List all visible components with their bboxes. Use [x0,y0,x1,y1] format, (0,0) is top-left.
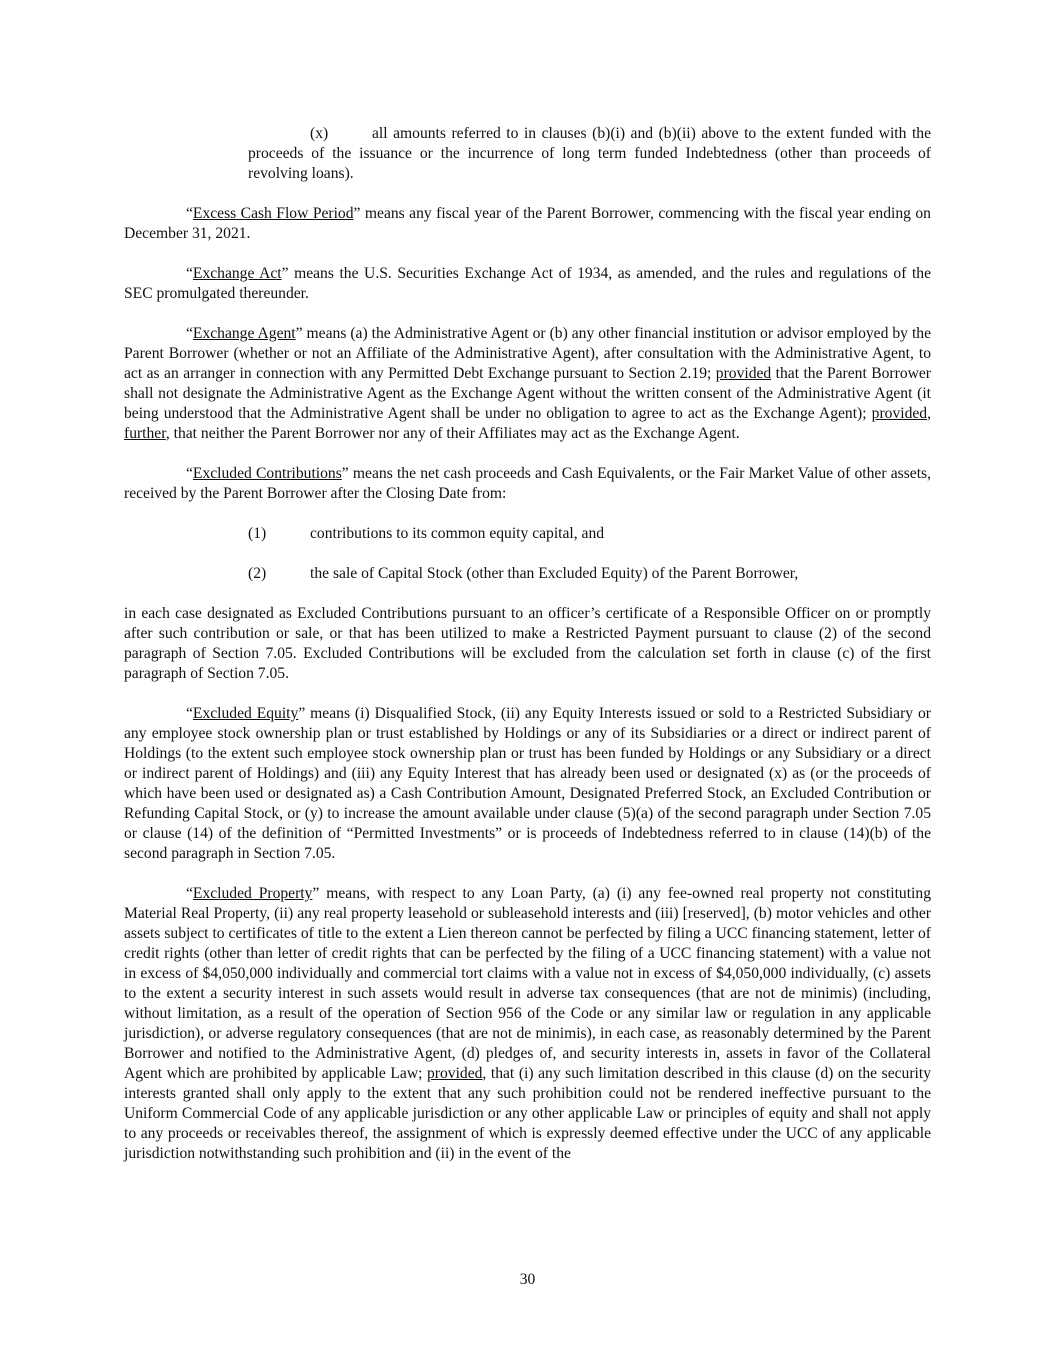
definition-exchange-act: “Exchange Act” means the U.S. Securities Exchange Act of 1934, as amended, and the rules and regulations of the SEC promulgated thereunder. [124,265,932,302]
defined-term: Excluded Equity [192,705,299,722]
definition-excluded-property: “Excluded Property” means, with respect to any Loan Party, (a) (i) any fee-owned real property not constituting Material Real Property, (ii) any real property leasehold or subleasehold interests and (iii) [reserved], (b) motor vehicles and other assets subject to certificates of title to the extent a Lien thereon cannot be perfected by filing a UCC financing statement, letter of credit rights (other than letter of credit rights that can be perfected by the filing of a UCC financing statement) with a value not in excess of $4,050,000 individually and commercial tort claims with a value not in excess of $4,050,000 individually, (c) assets to the extent a security interest in such assets would result in adverse tax consequences (that are not de minimis) (including, without limitation, as a result of the operation of Section 956 of the Code or any similar law or regulation in any applicable jurisdiction), or adverse regulatory consequences (that are not de minimis), in each case, as reasonably determined by the Parent Borrower and notified to the Administrative Agent, (d) pledges of, and security interests in, assets in favor of the Collateral Agent which are prohibited by applicable Law; provided, that (i) any such limitation described in this clause (d) on the security interests granted shall only apply to the extent that any such prohibition could not be rendered ineffective pursuant to the Uniform Commercial Code of any applicable jurisdiction or any other applicable Law or principles of equity and shall not apply to any proceeds or receivables thereof, the assignment of which is expressly deemed effective under the UCC of any applicable jurisdiction notwithstanding such prohibition and (ii) in the event of the [124,885,931,1162]
provided-term: provided [426,1065,483,1082]
definition-excess-cash-flow-period: “Excess Cash Flow Period” means any fiscal year of the Parent Borrower, commencing with the fiscal year ending on December 31, 2021. [124,205,931,242]
item-text: the sale of Capital Stock (other than Excluded Equity) of the Parent Borrower, [310,565,799,582]
item-number: (2) [248,565,267,582]
clause-number: (x) [310,125,329,142]
definition-text: that the Parent Borrower shall not designate the Administrative Agent as the Exchange Agent without the written consent of the Administrative Agent (it being understood that the Administrative Agent shall be under no obligation to agree to act as the Exchange Agent); [124,365,931,422]
list-item [248,524,931,544]
page-number: 30 [519,1271,536,1288]
defined-term: Excess Cash Flow Period [192,205,354,222]
defined-term: Excluded Contributions [192,465,342,482]
defined-term: Exchange Agent [192,325,296,342]
definition-text: , that (i) any such limitation described in this clause (d) on the security interests granted shall only apply to the extent that any such prohibition could not be rendered ineffective pursuant to the Uniform Commercial Code of any applicable jurisdiction or any other applicable Law or principles of equity and shall not apply to any proceeds or receivables thereof, the assignment of which is expressly deemed effective under the UCC of any applicable jurisdiction notwithstanding such prohibition and (ii) in the event of the [124,1065,931,1162]
list-item [248,564,931,584]
separator: , [927,405,931,422]
item-number: (1) [248,525,267,542]
document-body [124,124,931,1184]
clause-text: all amounts referred to in clauses (b)(i) and (b)(ii) above to the extent funded with the proceeds of the issuance or the incurrence of long term funded Indebtedness (other than proceeds of revolving loans). [248,125,931,182]
defined-term: Excluded Property [192,885,313,902]
defined-term: Exchange Act [192,265,282,282]
clause-x [248,124,931,184]
excluded-contributions-tail: in each case designated as Excluded Contributions pursuant to an officer’s certificate of a Responsible Officer on or promptly after such contribution or sale, or that has been utilized to make a Restricted Payment pursuant to clause (2) of the second paragraph of Section 7.05. Excluded Contributions will be excluded from the calculation set forth in clause (c) of the first paragraph of Section 7.05. [124,605,931,682]
definition-excluded-contributions: “Excluded Contributions” means the net cash proceeds and Cash Equivalents, or the Fair Market Value of other assets, received by the Parent Borrower after the Closing Date from: [124,465,931,502]
definition-excluded-equity: “Excluded Equity” means (i) Disqualified Stock, (ii) any Equity Interests issued or sold to a Restricted Subsidiary or any employee stock ownership plan or trust established by Holdings or any of its Subsidiaries or a direct or indirect parent of Holdings (to the extent such employee stock ownership plan or trust has been funded by Holdings or any Subsidiary or a direct or indirect parent of Holdings) and (iii) any Equity Interest that has already been used or designated (x) as (or the proceeds of which have been used or designated as) a Cash Contribution Amount, Designated Preferred Stock, an Excluded Contribution or Refunding Capital Stock, or (y) to increase the amount available under clause (5)(a) of the second paragraph under Section 7.05 or clause (14) of the definition of “Permitted Investments” or is proceeds of Indebtedness referred to in clause (14)(b) of the second paragraph in Section 7.05. [124,705,931,862]
provided-term: provided [715,365,772,382]
definition-text: means the net cash proceeds and Cash Equivalents, or the Fair Market Value of other assets, received by the Parent Borrower after the Closing Date from: [124,465,931,502]
definition-text: means (a) the Administrative Agent or (b) any other financial institution or advisor employed by the Parent Borrower (whether or not an Affiliate of the Administrative Agent), after consultation with the Administrative Agent, to act as an arranger in connection with any Permitted Debt Exchange pursuant to Section 2.19; [124,325,932,382]
provided-term: provided [871,405,928,422]
further-term: further [124,425,166,442]
definition-text: means, with respect to any Loan Party, (a) (i) any fee-owned real property not constituting Material Real Property, (ii) any real property leasehold or subleasehold interests and (iii) [reserved], (b) motor vehicles and other assets subject to certificates of title to the extent a Lien thereon cannot be perfected by filing a UCC financing statement, letter of credit rights (other than letter of credit rights that can be perfected by the filing of a UCC financing statement) with a value not in excess of $4,050,000 individually and commercial tort claims with a value not in excess of $4,050,000 individually, (c) assets to the extent a security interest in such assets would result in adverse tax consequences (that are not de minimis) (including, without limitation, as a result of the operation of Section 956 of the Code or any similar law or regulation in any applicable jurisdiction), or adverse regulatory consequences (that are not de minimis), in each case, as reasonably determined by the Parent Borrower and notified to the Administrative Agent, (d) pledges of, and security interests in, assets in favor of the Collateral Agent which are prohibited by applicable Law; [124,885,931,1082]
definition-text: means any fiscal year of the Parent Borrower, commencing with the fiscal year ending on December 31, 2021. [124,205,931,242]
definition-text: means (i) Disqualified Stock, (ii) any Equity Interests issued or sold to a Restricted Subsidiary or any employee stock ownership plan or trust established by Holdings or any of its Subsidiaries or a direct or indirect parent of Holdings (to the extent such employee stock ownership plan or trust has been funded by Holdings or any Subsidiary or a direct or indirect parent of Holdings) and (iii) any Equity Interest that has already been used or designated (x) as (or the proceeds of which have been used or designated as) a Cash Contribution Amount, Designated Preferred Stock, an Excluded Contribution or Refunding Capital Stock, or (y) to increase the amount available under clause (5)(a) of the second paragraph under Section 7.05 or clause (14) of the definition of “Permitted Investments” or is proceeds of Indebtedness referred to in clause (14)(b) of the second paragraph in Section 7.05. [124,705,931,862]
definition-text: , that neither the Parent Borrower nor any of their Affiliates may act as the Exchange Agent. [165,425,740,442]
item-text: contributions to its common equity capital, and [310,525,605,542]
definition-exchange-agent: “Exchange Agent” means (a) the Administrative Agent or (b) any other financial institution or advisor employed by the Parent Borrower (whether or not an Affiliate of the Administrative Agent), after consultation with the Administrative Agent, to act as an arranger in connection with any Permitted Debt Exchange pursuant to Section 2.19; provided that the Parent Borrower shall not designate the Administrative Agent as the Exchange Agent without the written consent of the Administrative Agent (it being understood that the Administrative Agent shall be under no obligation to agree to act as the Exchange Agent); provided, further, that neither the Parent Borrower nor any of their Affiliates may act as the Exchange Agent. [124,325,932,442]
definition-text: means the U.S. Securities Exchange Act of 1934, as amended, and the rules and regulations of the SEC promulgated thereunder. [124,265,932,302]
